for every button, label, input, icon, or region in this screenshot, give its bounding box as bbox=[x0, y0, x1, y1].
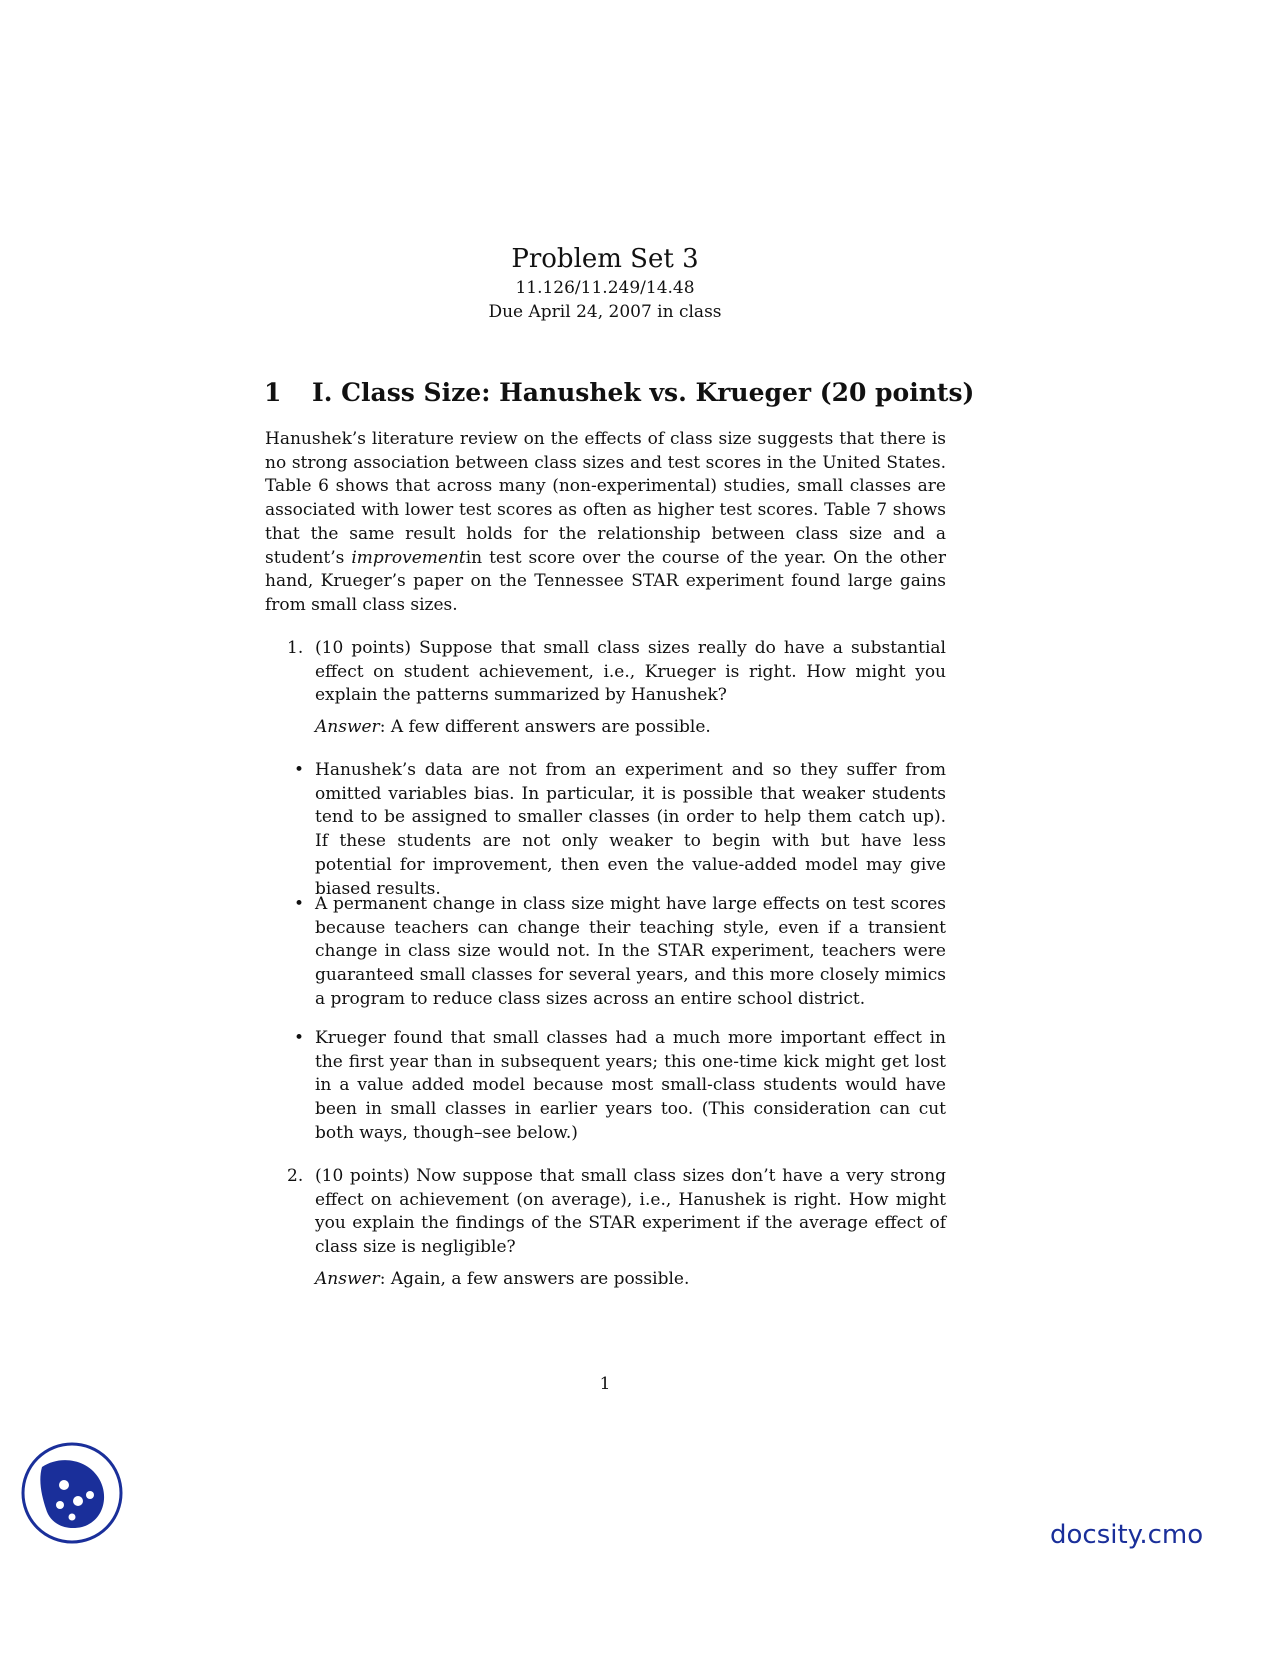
intro-paragraph bbox=[265, 428, 946, 618]
answer-label: Answer bbox=[315, 717, 380, 737]
section-title: I. Class Size: Hanushek vs. Krueger (20 points) bbox=[312, 378, 975, 407]
bullet-text: A permanent change in class size might have large effects on test scores because teachers can change their teaching style, even if a transient change in class size would not. In the STAR experiment, teachers were guaranteed small classes for several years, and this more closely mimics a program to reduce class sizes across an entire school district. bbox=[315, 894, 946, 1009]
answer-text: : Again, a few answers are possible. bbox=[379, 1269, 690, 1289]
bullet-text: Krueger found that small classes had a much more important effect in the first year than in subsequent years; this one-time kick might get lost in a value added model because most small-class students would have been in small classes in earlier years too. (This consideration can cut both ways, though–see below.) bbox=[315, 1028, 946, 1143]
bullet-icon: • bbox=[294, 1028, 305, 1048]
question-1-answer bbox=[315, 716, 946, 740]
document-header bbox=[0, 242, 1210, 324]
docsity-logo-icon bbox=[20, 1441, 124, 1549]
question-2-text: (10 points) Now suppose that small class sizes don’t have a very strong effect on achievement (on average), i.e., Hanushek is right. How might you explain the findings of the STAR experiment if the average effect of class size is negligible? bbox=[315, 1166, 946, 1258]
answer-text: : A few different answers are possible. bbox=[379, 717, 711, 737]
question-1 bbox=[287, 637, 946, 708]
docsity-brand-text[interactable]: docsity.cmo bbox=[1050, 1520, 1204, 1550]
question-2-answer bbox=[315, 1268, 946, 1292]
bullet-icon: • bbox=[294, 894, 305, 914]
intro-italic-word: improvement bbox=[351, 547, 466, 568]
section-heading bbox=[264, 373, 984, 413]
bullet-item-3 bbox=[294, 1027, 946, 1146]
due-date: Due April 24, 2007 in class bbox=[488, 302, 722, 322]
intro-text-end: in test score over the course of the year. On the other hand, Krueger’s paper on the Tennessee STAR experiment found large gains from small class sizes. bbox=[265, 547, 946, 615]
bullet-item-1 bbox=[294, 759, 946, 901]
page-number: 1 bbox=[599, 1374, 611, 1394]
question-1-marker: 1. bbox=[287, 638, 304, 658]
bullet-text: Hanushek’s data are not from an experiment and so they suffer from omitted variables bias. In particular, it is possible that weaker students tend to be assigned to smaller classes (in order to help them catch up). If these students are not only weaker to begin with but have less potential for improvement, then even the value-added model may give biased results. bbox=[315, 760, 946, 899]
course-numbers: 11.126/11.249/14.48 bbox=[515, 278, 695, 298]
section-number: 1 bbox=[264, 378, 282, 407]
question-1-text: (10 points) Suppose that small class sizes really do have a substantial effect on student achievement, i.e., Krueger is right. How might you explain the patterns summarized by Hanushek? bbox=[315, 638, 946, 706]
page-title: Problem Set 3 bbox=[511, 244, 699, 274]
bullet-icon: • bbox=[294, 760, 305, 780]
question-2-marker: 2. bbox=[287, 1166, 304, 1186]
intro-text-start: Hanushek’s literature review on the effects of class size suggests that there is no strong association between class sizes and test scores in the United States. Table 6 shows that across many (non-experimental) studies, small classes are associated with lower test scores as often as higher test scores. Table 7 shows that the same result holds for the relationship between class size and a student’s bbox=[265, 429, 946, 568]
answer-label: Answer bbox=[315, 1269, 380, 1289]
question-2 bbox=[287, 1165, 946, 1260]
bullet-item-2 bbox=[294, 893, 946, 1012]
